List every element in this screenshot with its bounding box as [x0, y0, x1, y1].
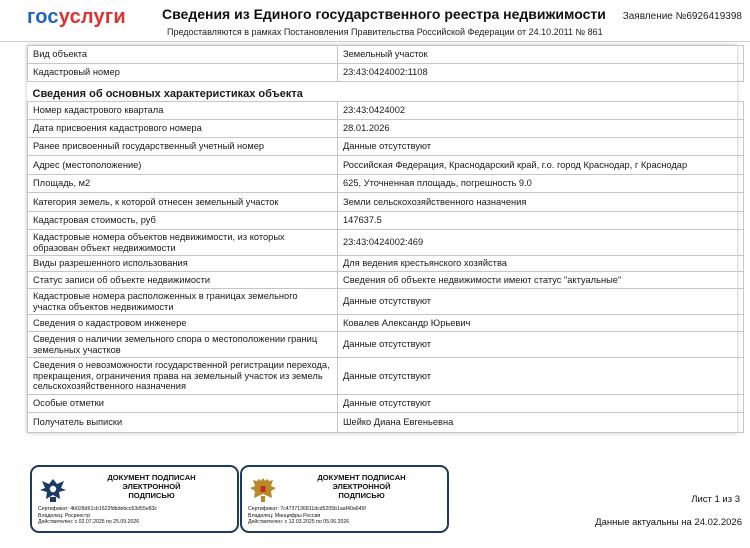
row-label: Адрес (местоположение) — [28, 156, 338, 175]
row-label: Вид объекта — [28, 46, 338, 64]
header-divider — [0, 41, 750, 42]
row-value: Данные отсутствуют — [338, 332, 744, 358]
stamp-certificate: Сертификат: 4b028d61cb1622fdbdebcc63d55e83c — [38, 506, 158, 512]
signature-stamp-mintsifry — [240, 465, 449, 533]
row-value: Данные отсутствуют — [338, 358, 744, 395]
row-value: Ковалев Александр Юрьевич — [338, 315, 744, 332]
row-value: Сведения об объекте недвижимости имеют статус "актуальные" — [338, 272, 744, 289]
row-value: 28.01.2026 — [338, 120, 744, 138]
stamp-validity: Действителен: с 02.07.2025 по 25.09.2026 — [38, 519, 140, 525]
row-label: Получатель выписки — [28, 413, 338, 433]
row-label: Ранее присвоенный государственный учетный номер — [28, 138, 338, 156]
stamp-owner: Владелец: Минцифры России — [248, 512, 321, 519]
extract-table — [27, 45, 744, 433]
table-row — [28, 315, 744, 332]
signature-stamp-rosreestr — [30, 465, 239, 533]
row-value: Земли сельскохозяйственного назначения — [338, 193, 744, 212]
table-row — [28, 272, 744, 289]
stamp-certificate-info — [38, 506, 233, 526]
row-label: Виды разрешенного использования — [28, 256, 338, 272]
section-title: Сведения об основных характеристиках объекта — [28, 82, 744, 102]
statement-number: Заявление №6926419398 — [622, 11, 742, 22]
row-value: Российская Федерация, Краснодарский край, г.о. город Краснодар, г Краснодар — [338, 156, 744, 175]
table-row — [28, 358, 744, 395]
row-value: Земельный участок — [338, 46, 744, 64]
stamp-owner: Владелец: Росреестр — [38, 512, 91, 519]
row-value: 23:43:0424002 — [338, 102, 744, 120]
table-row — [28, 289, 744, 315]
row-label: Кадастровые номера объектов недвижимости, из которых образован объект недвижимости — [28, 230, 338, 256]
extract-table-card — [27, 45, 737, 433]
stamp-title — [280, 473, 443, 500]
table-row — [28, 102, 744, 120]
table-row — [28, 156, 744, 175]
row-label: Кадастровые номера расположенных в границах земельного участка объектов недвижимости — [28, 289, 338, 315]
russian-coat-of-arms-icon — [248, 475, 278, 505]
row-value: 23:43:0424002:469 — [338, 230, 744, 256]
row-label: Сведения о кадастровом инженере — [28, 315, 338, 332]
table-row — [28, 230, 744, 256]
row-value: Данные отсутствуют — [338, 395, 744, 413]
gosuslugi-logo — [27, 6, 126, 29]
table-row — [28, 395, 744, 413]
rosreestr-eagle-icon — [38, 475, 68, 505]
stamp-validity: Действителен: с 12.03.2025 по 05.06.2026 — [248, 519, 350, 525]
table-row — [28, 138, 744, 156]
row-label: Особые отметки — [28, 395, 338, 413]
table-row — [28, 64, 744, 82]
sheet-number: Лист 1 из 3 — [691, 494, 740, 505]
stamp-certificate-info — [248, 506, 443, 526]
row-label: Номер кадастрового квартала — [28, 102, 338, 120]
stamp-title-line: ЭЛЕКТРОННОЙ — [122, 482, 181, 491]
table-row — [28, 256, 744, 272]
table-row — [28, 193, 744, 212]
table-row — [28, 332, 744, 358]
stamp-title-line: ПОДПИСЬЮ — [338, 491, 385, 500]
stamp-certificate: Сертификат: 7c4737136811dcd5205b1aaf40a645f — [248, 506, 366, 512]
table-row — [28, 46, 744, 64]
row-value: Данные отсутствуют — [338, 138, 744, 156]
row-value: 147637.5 — [338, 212, 744, 230]
stamp-title — [70, 473, 233, 500]
table-row — [28, 212, 744, 230]
row-value: 23:43:0424002:1108 — [338, 64, 744, 82]
row-value: 625, Уточненная площадь, погрешность 9.0 — [338, 175, 744, 193]
row-label: Дата присвоения кадастрового номера — [28, 120, 338, 138]
document-subtitle: Предоставляются в рамках Постановления Правительства Российской Федерации от 24.10.2011 № 861 — [167, 27, 603, 37]
stamp-title-line: ЭЛЕКТРОННОЙ — [332, 482, 391, 491]
logo-part-uslugi: услуги — [58, 6, 126, 28]
row-value: Шейко Диана Евгеньевна — [338, 413, 744, 433]
data-actual-date: Данные актуальны на 24.02.2026 — [595, 517, 742, 528]
row-label: Категория земель, к которой отнесен земельный участок — [28, 193, 338, 212]
logo-part-gos: гос — [27, 6, 59, 28]
table-row — [28, 175, 744, 193]
document-title: Сведения из Единого государственного реестра недвижимости — [162, 6, 606, 22]
section-row — [28, 82, 744, 102]
stamp-title-line: ПОДПИСЬЮ — [128, 491, 175, 500]
stamp-title-line: ДОКУМЕНТ ПОДПИСАН — [107, 473, 196, 482]
row-label: Статус записи об объекте недвижимости — [28, 272, 338, 289]
row-label: Кадастровая стоимость, руб — [28, 212, 338, 230]
row-label: Сведения о невозможности государственной регистрации перехода, прекращения, ограничения права на земельный участок из земель сельскохозяйственного назначения — [28, 358, 338, 395]
table-row — [28, 120, 744, 138]
table-row — [28, 413, 744, 433]
row-value: Данные отсутствуют — [338, 289, 744, 315]
stamp-title-line: ДОКУМЕНТ ПОДПИСАН — [317, 473, 406, 482]
row-label: Сведения о наличии земельного спора о местоположении границ земельных участков — [28, 332, 338, 358]
row-value: Для ведения крестьянского хозяйства — [338, 256, 744, 272]
row-label: Кадастровый номер — [28, 64, 338, 82]
row-label: Площадь, м2 — [28, 175, 338, 193]
